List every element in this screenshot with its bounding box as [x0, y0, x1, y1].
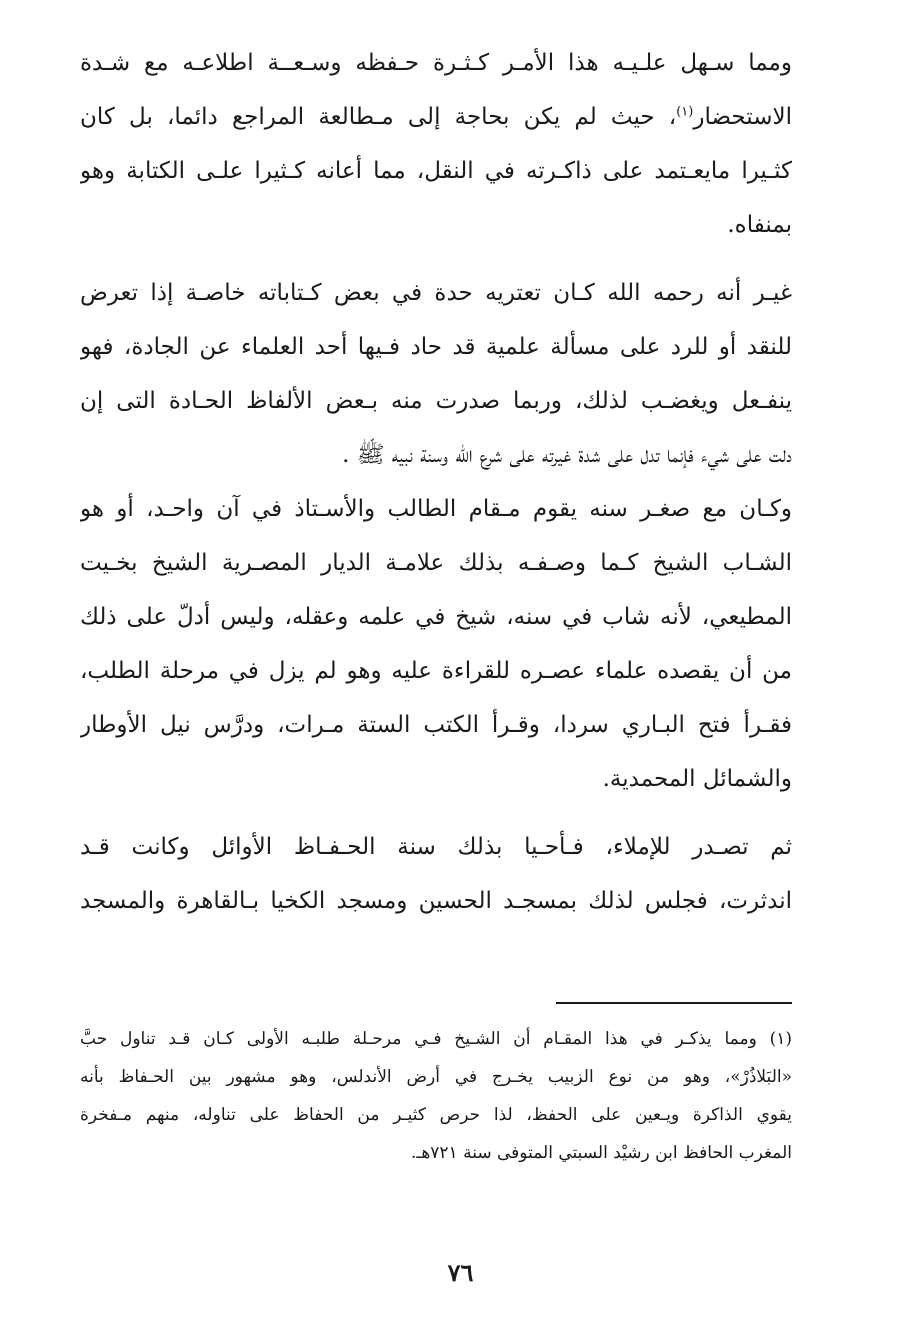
- text-line: اندثرت، فجلس لذلك بمسجـد الحسين ومسجد الكخيا بـالقاهرة والمسجد: [80, 888, 792, 914]
- text-line: ومما سـهل علـيـه هذا الأمـر كـثـرة حـفظه وسـعــة اطلاعـه مع شـدة: [80, 50, 792, 76]
- text-line: من أن يقصده علماء عصـره للقراءة عليه وهو لم يزل في مرحلة الطلب،: [80, 658, 792, 684]
- text-line: ينفـعل ويغضـب لذلك، وربما صدرت منه بـعض الألفاظ الحـادة التى إن: [80, 388, 792, 414]
- text-line: ثم تصـدر للإملاء، فـأحـيا بذلك سنة الحـفـاظ الأوائل وكانت قـد: [80, 834, 792, 860]
- text-line: كثـيرا مايعـتمد على ذاكـرته في النقل، مما أعانه كـثيرا علـى الكتابة وهو: [80, 158, 792, 184]
- footnote-line: «البَلاذُرْ»، وهو من نوع الزبيب يخـرج في أرض الأندلس، وهو مشهور بين الحـفاظ بأنه: [80, 1067, 792, 1087]
- page-number: ٧٦: [447, 1258, 474, 1287]
- paragraph-1: [80, 36, 792, 252]
- text-line: [80, 90, 792, 144]
- main-text: [80, 36, 792, 928]
- footnote-line: المغرب الحافظ ابن رشيْد السبتي المتوفى سنة ٧٢١هـ.: [410, 1143, 792, 1163]
- footnote-marker: (١): [676, 104, 694, 120]
- text-line: للنقد أو للرد على مسألة علمية قد حاد فـيها أحد العلماء عن الجادة، فهو: [80, 334, 792, 360]
- text-line: غيـر أنه رحمه الله كـان تعتريه حدة في بعض كـتاباته خاصـة إذا تعرض: [80, 280, 792, 306]
- footnote-separator: [556, 1002, 792, 1004]
- footnote-line: يقوي الذاكرة ويـعين على الحفظ، لذا حرص كثيـر من الحفاظ على تناوله، منهم مـفخرة: [80, 1105, 792, 1125]
- paragraph-4: [80, 820, 792, 928]
- paragraph-2: [80, 266, 792, 482]
- text-fragment: ، حيث لم يكن بحاجة إلى مـطالعة المراجع دائما، بل كان: [80, 104, 677, 130]
- text-line: المطيعي، لأنه شاب في سنه، شيخ في علمه وعقله، وليس أدلّ على ذلك: [80, 604, 792, 630]
- footnote-line: (١) ومما يذكـر في هذا المقـام أن الشـيخ فـي مرحـلة طلبـه الأولى كـان قـد تناول حبَّ: [80, 1029, 792, 1049]
- text-line: وكـان مع صغـر سنه يقوم مـقام الطالب والأسـتاذ في آن واحـد، أو هو: [80, 496, 792, 522]
- text-line: بمنفاه.: [727, 212, 792, 238]
- text-line: دلت على شيء فإنما تدل على شدة غيرته على شرع الله وسنة نبيه ﷺ .: [342, 442, 792, 468]
- text-line: والشمائل المحمدية.: [602, 766, 792, 792]
- paragraph-3: [80, 482, 792, 806]
- text-line: فقـرأ فتح البـاري سردا، وقـرأ الكتب الستة مـرات، ودرَّس نيل الأوطار: [80, 712, 792, 738]
- text-line: الشـاب الشيخ كـما وصـفـه بذلك علامـة الديار المصـرية الشيخ بخـيت: [80, 550, 792, 576]
- footnote: [80, 1020, 792, 1172]
- text-fragment: الاستحضار: [693, 104, 792, 130]
